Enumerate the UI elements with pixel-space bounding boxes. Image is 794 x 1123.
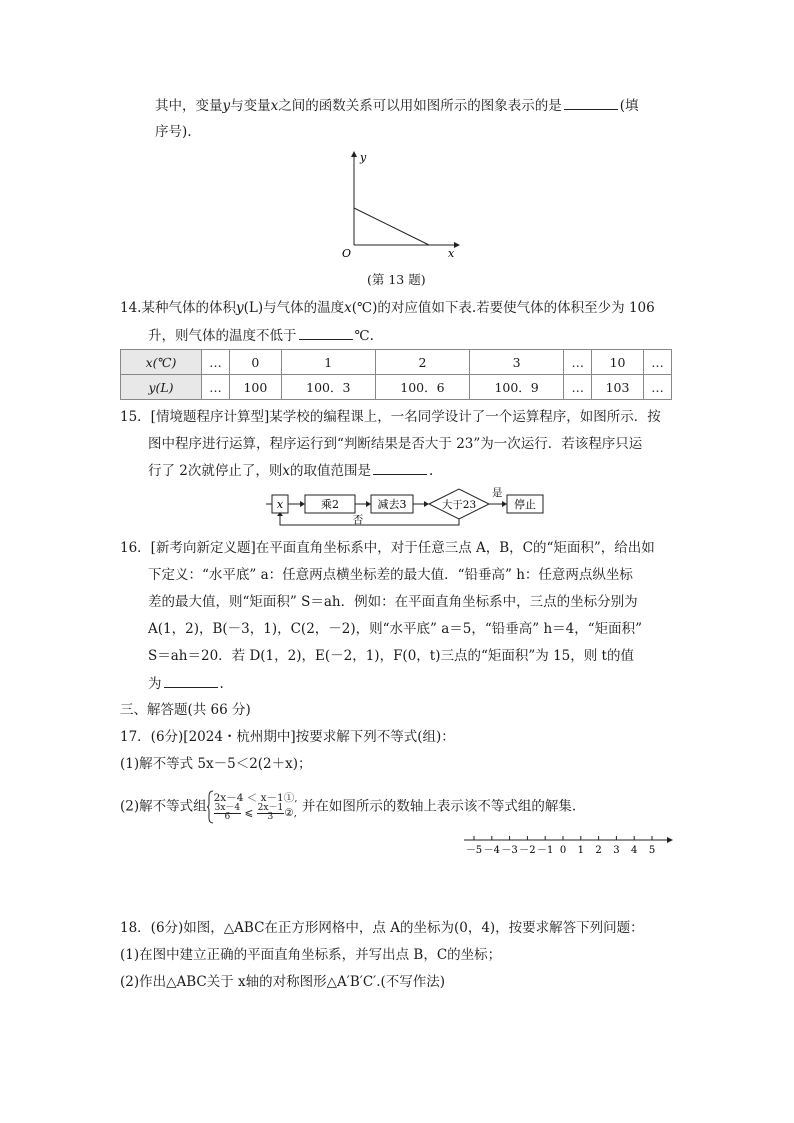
number-line-label: －1 bbox=[537, 845, 554, 856]
graph-line bbox=[354, 208, 429, 245]
svg-text:减去3: 减去3 bbox=[377, 498, 407, 511]
svg-text:是: 是 bbox=[492, 487, 503, 499]
q16-text-line1: 16．[新考向新定义题]在平面直角坐标系中，对于任意三点 A，B，C的“矩面积”，给出如 bbox=[120, 540, 655, 556]
q14-table bbox=[120, 349, 672, 400]
number-line-label: －3 bbox=[501, 845, 518, 856]
q17-part2: (2)解不等式组2x－4 ＜ x－1①, $\frac{3x-4}{6}$ ⩽ $\frac{2x-1}{3}②$, 并在如图所示的数轴上表示该不等式组的解集. bbox=[120, 792, 577, 822]
number-line-label: －2 bbox=[519, 845, 536, 856]
q16-text-line3: 差的最大值，则“矩面积” S＝ah．例如：在平面直角坐标系中，三点的坐标分别为 bbox=[148, 594, 638, 610]
svg-text:停止: 停止 bbox=[514, 498, 536, 511]
q16-text-line6: 为 . bbox=[148, 673, 224, 694]
x-axis-label: x bbox=[448, 247, 455, 260]
answer-blank bbox=[373, 460, 427, 475]
q15-text-line3: 行了 2次就停止了，则x的取值范围是 . bbox=[148, 460, 433, 481]
table-row: y(L) … 100 100．3 100．6 100．9 … 103 … bbox=[121, 375, 672, 400]
q15-text-line1: 15．[情境题程序计算型]某学校的编程课上，一名同学设计了一个运算程序，如图所示．按 bbox=[120, 409, 661, 425]
y-axis-label: y bbox=[360, 151, 367, 164]
answer-blank bbox=[299, 325, 353, 340]
brace-icon bbox=[207, 790, 214, 824]
q13-text-line1: 其中，变量y与变量x之间的函数关系可以用如图所示的图象表示的是 (填 bbox=[155, 95, 639, 116]
number-line-label: 5 bbox=[648, 845, 656, 856]
number-line-label: －5 bbox=[465, 845, 483, 856]
q15-text-line2: 图中程序进行运算，程序运行到“判断结果是否大于 23”为一次运行．若该程序只运 bbox=[148, 436, 643, 452]
y-axis-arrow bbox=[351, 151, 357, 157]
answer-blank bbox=[564, 95, 618, 110]
inequality-system: 2x－4 ＜ x－1①, $\frac{3x-4}{6}$ ⩽ $\frac{2x-1}{3}②$, bbox=[213, 792, 298, 822]
q16-text-line2: 下定义：“水平底” a：任意两点横坐标差的最大值．“铅垂高” h：任意两点纵坐标 bbox=[148, 567, 633, 583]
q18-part1: (1)在图中建立正确的平面直角坐标系，并写出点 B，C的坐标； bbox=[120, 947, 502, 963]
q17-part1: (1)解不等式 5x－5＜2(2＋x)； bbox=[120, 756, 312, 772]
section-heading: 三、解答题(共 66 分) bbox=[120, 702, 251, 718]
q18-title: 18．(6分)如图，△ABC在正方形网格中，点 A的坐标为(0，4)，按要求解答下列问题： bbox=[120, 920, 644, 936]
q13-text-line2: 序号). bbox=[155, 124, 192, 140]
q13-graph bbox=[330, 145, 470, 263]
q16-text-line4: A(1，2)，B(－3，1)，C(2，－2)，则“水平底” a＝5，“铅垂高” h＝4，“矩面积” bbox=[148, 621, 643, 637]
number-line-arrow bbox=[667, 837, 673, 843]
q17-title: 17．(6分)[2024・杭州期中]按要求解下列不等式(组)： bbox=[120, 729, 455, 745]
number-line-ticks bbox=[466, 836, 655, 856]
number-line-label: 3 bbox=[613, 845, 620, 856]
svg-text:否: 否 bbox=[352, 514, 364, 526]
q15-flowchart bbox=[262, 485, 552, 531]
number-line-label: 0 bbox=[559, 845, 567, 856]
svg-text:乘2: 乘2 bbox=[321, 498, 339, 511]
svg-text:x: x bbox=[276, 498, 284, 511]
q17-number-line bbox=[462, 834, 678, 858]
number-line-label: －4 bbox=[483, 845, 500, 856]
number-line-label: 2 bbox=[595, 845, 602, 856]
q16-text-line5: S＝ah＝20．若 D(1，2)，E(－2，1)，F(0，t)三点的“矩面积”为 15，则 t的值 bbox=[148, 648, 634, 664]
q14-text-line1: 14.某种气体的体积y(L)与气体的温度x(℃)的对应值如下表.若要使气体的体积至少为 106 bbox=[120, 300, 655, 316]
answer-blank bbox=[164, 673, 218, 688]
q13-caption: (第 13 题) bbox=[367, 272, 426, 287]
origin-label: O bbox=[342, 247, 352, 260]
table-row: x(℃) … 0 1 2 3 … 10 … bbox=[121, 350, 672, 375]
q18-part2: (2)作出△ABC关于 x轴的对称图形△A′B′C′.(不写作法) bbox=[120, 974, 446, 990]
svg-text:大于23: 大于23 bbox=[441, 499, 477, 511]
flow-loop-back bbox=[280, 515, 459, 525]
q14-text-line2: 升，则气体的温度不低于 ℃. bbox=[148, 325, 374, 346]
x-axis-arrow bbox=[454, 242, 460, 248]
number-line-label: 4 bbox=[631, 845, 638, 856]
number-line-label: 1 bbox=[577, 845, 584, 856]
